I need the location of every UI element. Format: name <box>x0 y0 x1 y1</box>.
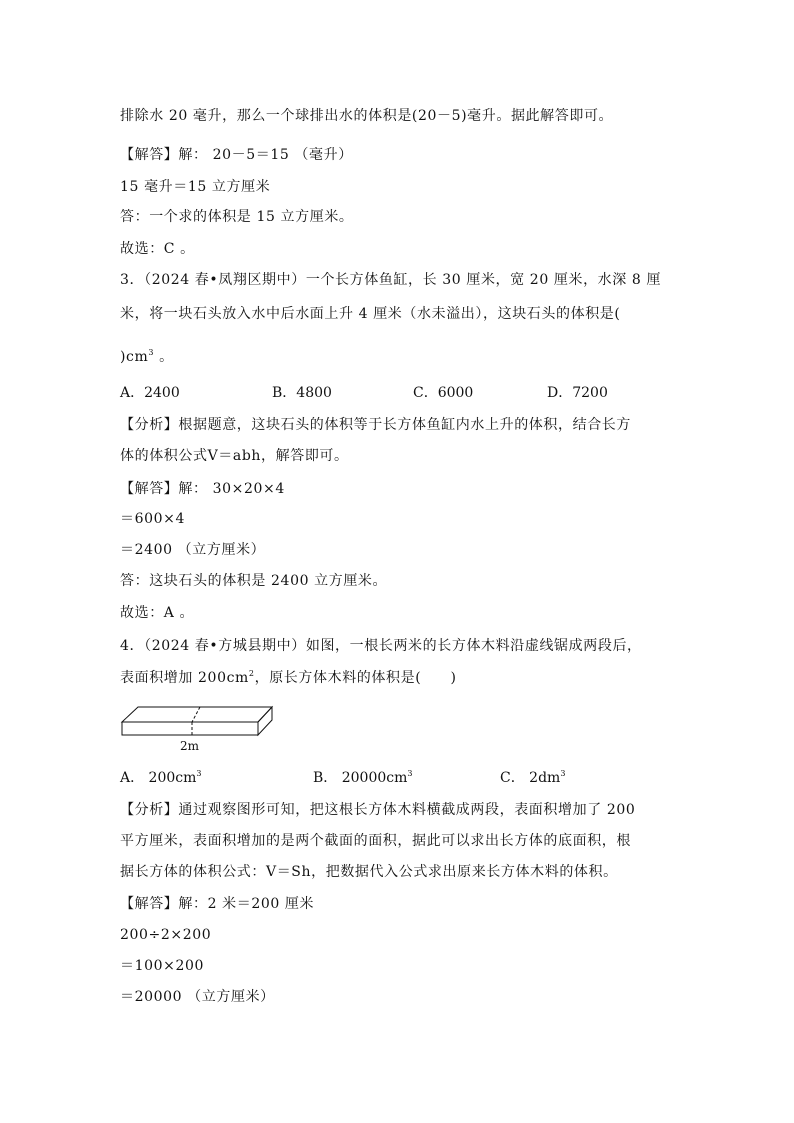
choice-line: 故选：C 。 <box>120 241 195 257</box>
answer-line: 答：这块石头的体积是 2400 立方厘米。 <box>120 573 388 589</box>
analysis-line: 【分析】通过观察图形可知，把这根长方体木料横截成两段，表面积增加了 200 <box>120 802 636 818</box>
option-c: C． $2dm^3$ <box>500 769 566 786</box>
analysis-line: 据长方体的体积公式：V＝Sh，把数据代入公式求出原来长方体木料的体积。 <box>120 864 618 880</box>
option-d: D．7200 <box>547 385 608 401</box>
solution-line: ＝100×200 <box>120 958 204 974</box>
figure-length-label: 2m <box>180 739 200 753</box>
solution-line: 【解答】解： 30×20×4 <box>120 481 285 497</box>
question-3-text: 3．（2024 春•凤翔区期中）一个长方体鱼缸，长 30 厘米，宽 20 厘米，水深 8 厘 <box>120 272 662 288</box>
block-top-face <box>122 707 272 722</box>
option-a: A． $200cm^3$ <box>120 769 202 786</box>
option-b: B．4800 <box>272 385 332 401</box>
question-4-text: 表面积增加 $200cm^2$，原长方体木料的体积是( ) <box>120 669 457 686</box>
wood-block-figure <box>120 704 280 758</box>
question-3-text: 米，将一块石头放入水中后水面上升 4 厘米（水未溢出），这块石头的体积是( <box>120 306 621 322</box>
answer-line: 答：一个求的体积是 15 立方厘米。 <box>120 209 354 225</box>
analysis-line: 平方厘米，表面积增加的是两个截面的面积，据此可以求出长方体的底面积，根 <box>120 833 631 849</box>
text-line: 排除水 20 毫升，那么一个球排出水的体积是(20－5)毫升。据此解答即可。 <box>120 108 614 124</box>
option-a: A．2400 <box>120 385 180 401</box>
option-c: C．6000 <box>413 385 474 401</box>
solution-line: 200÷2×200 <box>120 927 212 943</box>
option-b: B． $20000cm^3$ <box>313 769 413 786</box>
block-side-face <box>258 707 272 735</box>
solution-line: ＝2400 （立方厘米） <box>120 542 266 558</box>
solution-line: 【解答】解： 20－5＝15 （毫升） <box>120 147 353 163</box>
analysis-line: 体的体积公式V＝abh，解答即可。 <box>120 448 349 464</box>
cut-dashed-line <box>192 707 200 722</box>
solution-line: ＝600×4 <box>120 511 185 527</box>
choice-line: 故选：A 。 <box>120 605 195 621</box>
text-line: 15 毫升＝15 立方厘米 <box>120 179 271 195</box>
question-4-text: 4．（2024 春•方城县期中）如图，一根长两米的长方体木料沿虚线锯成两段后， <box>120 638 642 654</box>
analysis-line: 【分析】根据题意，这块石头的体积等于长方体鱼缸内水上升的体积，结合长方 <box>120 417 631 433</box>
solution-line: ＝20000 （立方厘米） <box>120 989 275 1005</box>
question-3-text: )$cm^3$ 。 <box>120 348 174 365</box>
solution-line: 【解答】解：2 米＝200 厘米 <box>120 896 315 912</box>
block-front-face <box>122 722 258 735</box>
